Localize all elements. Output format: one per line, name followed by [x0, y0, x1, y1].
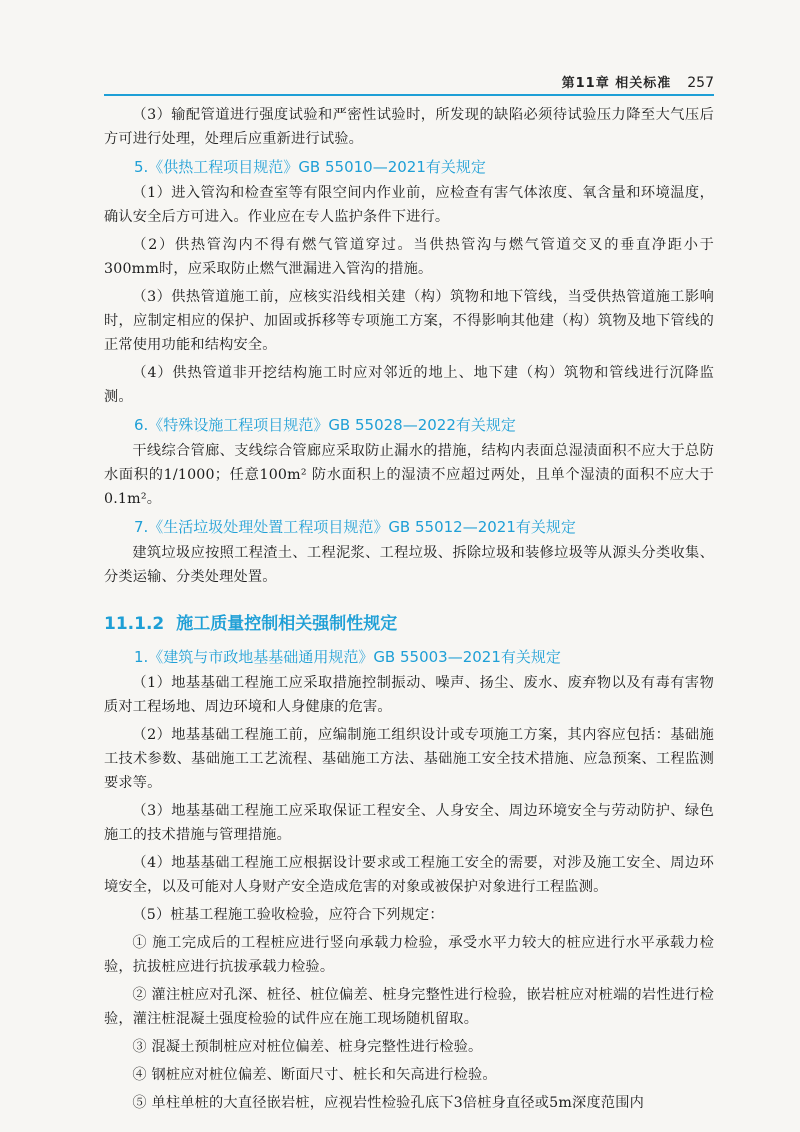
standard-heading: 5.《供热工程项目规范》GB 55010—2021有关规定 [134, 158, 486, 176]
running-header [104, 72, 714, 96]
paragraph: （2）地基基础工程施工前，应编制施工组织设计或专项施工方案，其内容应包括：基础施工技术参数、基础施工工艺流程、基础施工方法、基础施工安全技术措施、应急预案、工程监测要求等。 [104, 727, 714, 791]
paragraph: （4）地基基础工程施工应根据设计要求或工程施工安全的需要，对涉及施工安全、周边环境安全，以及可能对人身财产安全造成危害的对象或被保护对象进行工程监测。 [104, 855, 714, 895]
paragraph: （4）供热管道非开挖结构施工时应对邻近的地上、地下建（构）筑物和管线进行沉降监测。 [104, 365, 714, 405]
paragraph: 干线综合管廊、支线综合管廊应采取防止漏水的措施，结构内表面总湿渍面积不应大于总防水面积的1/1000；任意100m² 防水面积上的湿渍不应超过两处，且单个湿渍的面积不应大于0.1m²。 [104, 443, 714, 507]
paragraph: （5）桩基工程施工验收检验，应符合下列规定： [132, 907, 444, 923]
chapter-title: 第11章 相关标准 [561, 76, 672, 91]
list-item: ① 施工完成后的工程桩应进行竖向承载力检验，承受水平力较大的桩应进行水平承载力检验，抗拔桩应进行抗拔承载力检验。 [104, 935, 714, 975]
paragraph: （1）地基基础工程施工应采取措施控制振动、噪声、扬尘、废水、废弃物以及有毒有害物质对工程场地、周边环境和人身健康的危害。 [104, 675, 714, 715]
section-heading [104, 611, 714, 637]
paragraph: 建筑垃圾应按照工程渣土、工程泥浆、工程垃圾、拆除垃圾和装修垃圾等从源头分类收集、分类运输、分类处理处置。 [104, 545, 714, 585]
page-number: 257 [687, 75, 714, 91]
paragraph: （3）地基基础工程施工应采取保证工程安全、人身安全、周边环境安全与劳动防护、绿色施工的技术措施与管理措施。 [104, 803, 714, 843]
list-item: ④ 钢桩应对桩位偏差、断面尺寸、桩长和矢高进行检验。 [132, 1067, 497, 1083]
list-item: ⑤ 单柱单桩的大直径嵌岩桩，应视岩性检验孔底下3倍桩身直径或5m深度范围内 [132, 1095, 644, 1111]
section-number: 11.1.2 [104, 614, 165, 634]
standard-heading: 6.《特殊设施工程项目规范》GB 55028—2022有关规定 [134, 416, 516, 434]
paragraph: （3）供热管道施工前，应核实沿线相关建（构）筑物和地下管线，当受供热管道施工影响时，应制定相应的保护、加固或拆移等专项施工方案，不得影响其他建（构）筑物及地下管线的正常使用功能和结构安全。 [104, 289, 714, 353]
list-item: ③ 混凝土预制桩应对桩位偏差、桩身完整性进行检验。 [132, 1039, 483, 1055]
section-title: 施工质量控制相关强制性规定 [176, 614, 398, 634]
list-item: ② 灌注桩应对孔深、桩径、桩位偏差、桩身完整性进行检验，嵌岩桩应对桩端的岩性进行检验，灌注桩混凝土强度检验的试件应在施工现场随机留取。 [104, 987, 714, 1027]
page-body [104, 103, 714, 1115]
paragraph: （2）供热管沟内不得有燃气管道穿过。当供热管沟与燃气管道交叉的垂直净距小于300mm时，应采取防止燃气泄漏进入管沟的措施。 [104, 237, 714, 277]
standard-heading: 7.《生活垃圾处理处置工程项目规范》GB 55012—2021有关规定 [134, 518, 576, 536]
paragraph: （1）进入管沟和检查室等有限空间内作业前，应检查有害气体浓度、氧含量和环境温度，确认安全后方可进入。作业应在专人监护条件下进行。 [104, 185, 714, 225]
paragraph: （3）输配管道进行强度试验和严密性试验时，所发现的缺陷必须待试验压力降至大气压后方可进行处理，处理后应重新进行试验。 [104, 107, 714, 147]
standard-heading: 1.《建筑与市政地基基础通用规范》GB 55003—2021有关规定 [134, 648, 561, 666]
